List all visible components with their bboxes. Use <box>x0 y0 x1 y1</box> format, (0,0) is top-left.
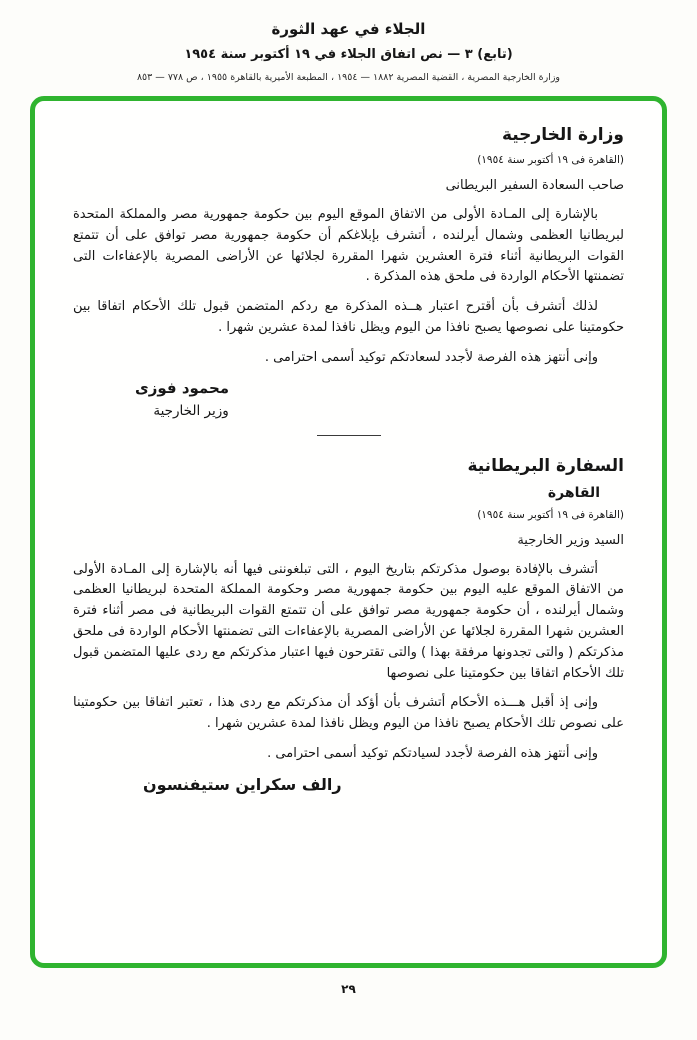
letter2-subheading: القاهرة <box>547 484 600 501</box>
page-title: الجلاء في عهد الثورة <box>271 20 426 38</box>
letter2-dateline: (القاهرة فى ١٩ أكتوبر سنة ١٩٥٤) <box>477 508 624 521</box>
letter1-heading: وزارة الخارجية <box>501 125 624 145</box>
letter2-heading: السفارة البريطانية <box>467 455 624 476</box>
page-footer <box>0 982 697 996</box>
letter2-paragraph-1: أتشرف بالإفادة بوصول مذكرتكم بتاريخ اليوم ، التى تبلغوننى فيها أنه بالإشارة إلى المـادة الأولى من الاتفاق الموقع عليه اليوم بين حكومة جمهورية مصر وحكومة المملكة المتحدة لبريطانيا العظمى وشمال أيرلنده ، أن حكومة جمهورية مصر توافق على أن تتمتع القوات البريطانية فى مصر أثناء فترة العشرين شهرا المقررة لجلائها عن الأراضى المصرية بالإعفاءات التى تضمنتها الأحكام الواردة فى ملحق مذكرتكم ( والتى تجدونها مرفقة بهذا ) والتى تقترحون فيها اعتبار مذكرتكم مع ردى عليها المتضمن قبول تلك الأحكام اتفاقا بين حكومتينا على نصوصها <box>73 561 624 681</box>
section-divider <box>317 435 381 436</box>
letter1-paragraph-1: بالإشارة إلى المـادة الأولى من الاتفاق الموقع اليوم بين حكومة جمهورية مصر والمملكة المتحدة لبريطانيا العظمى وشمال أيرلنده ، أتشرف بإبلاغكم أن حكومة جمهورية مصر توافق على أن تتمتع القوات البريطانية أثناء فترة العشرين شهرا المقررة لجلائها عن الأراضى المصرية بالإعفاءات التى تضمنتها الأحكام الواردة فى ملحق هذه المذكرة . <box>73 207 624 285</box>
letter2-paragraph-2: وإنى إذ أقبل هـــذه الأحكام أتشرف بأن أؤكد أن مذكرتكم مع ردى هذا ، تعتبر اتفاقا بين حكومتينا على نصوص تلك الأحكام يصبح نافذا من اليوم ويظل نافذا لمدة عشرين شهرا . <box>73 695 624 732</box>
letter2-closing: وإنى أنتهز هذه الفرصة لأجدد لسيادتكم توكيد أسمى احترامى . <box>267 745 598 761</box>
letter1-signature-title: وزير الخارجية <box>153 402 229 419</box>
letter-ministry <box>73 125 624 419</box>
letter1-closing: وإنى أنتهز هذه الفرصة لأجدد لسعادتكم توكيد أسمى احترامى . <box>264 349 598 365</box>
letter1-signature <box>135 379 229 419</box>
letter-embassy <box>73 456 624 794</box>
document-frame <box>30 96 667 968</box>
page-subtitle: (تابع) ٣ — نص اتفاق الجلاء في ١٩ أكتوبر سنة ١٩٥٤ <box>184 47 513 62</box>
source-note: وزارة الخارجية المصرية ، القضية المصرية ١٨٨٢ — ١٩٥٤ ، المطبعة الأميرية بالقاهرة ١٩٥٥ ، ص ٧٧٨ — ٨٥٣ <box>136 72 561 83</box>
letter1-dateline: (القاهرة فى ١٩ أكتوبر سنة ١٩٥٤) <box>477 154 624 166</box>
letter1-signature-name: محمود فوزى <box>135 378 230 397</box>
letter2-salutation: السيد وزير الخارجية <box>517 532 624 548</box>
letter1-paragraph-2: لذلك أتشرف بأن أقترح اعتبار هــذه المذكرة مع ردكم المتضمن قبول تلك الأحكام اتفاقا بين حكومتينا على نصوصها يصبح نافذا من اليوم ويظل نافذا لمدة عشرين شهرا . <box>73 299 624 335</box>
page-header <box>0 0 697 83</box>
letter2-signature-name: رالف سكراين ستيفنسون <box>143 774 342 794</box>
letter2-signature <box>143 775 342 794</box>
page-number: ٢٩ <box>341 982 356 996</box>
letter1-salutation: صاحب السعادة السفير البريطانى <box>445 178 624 193</box>
